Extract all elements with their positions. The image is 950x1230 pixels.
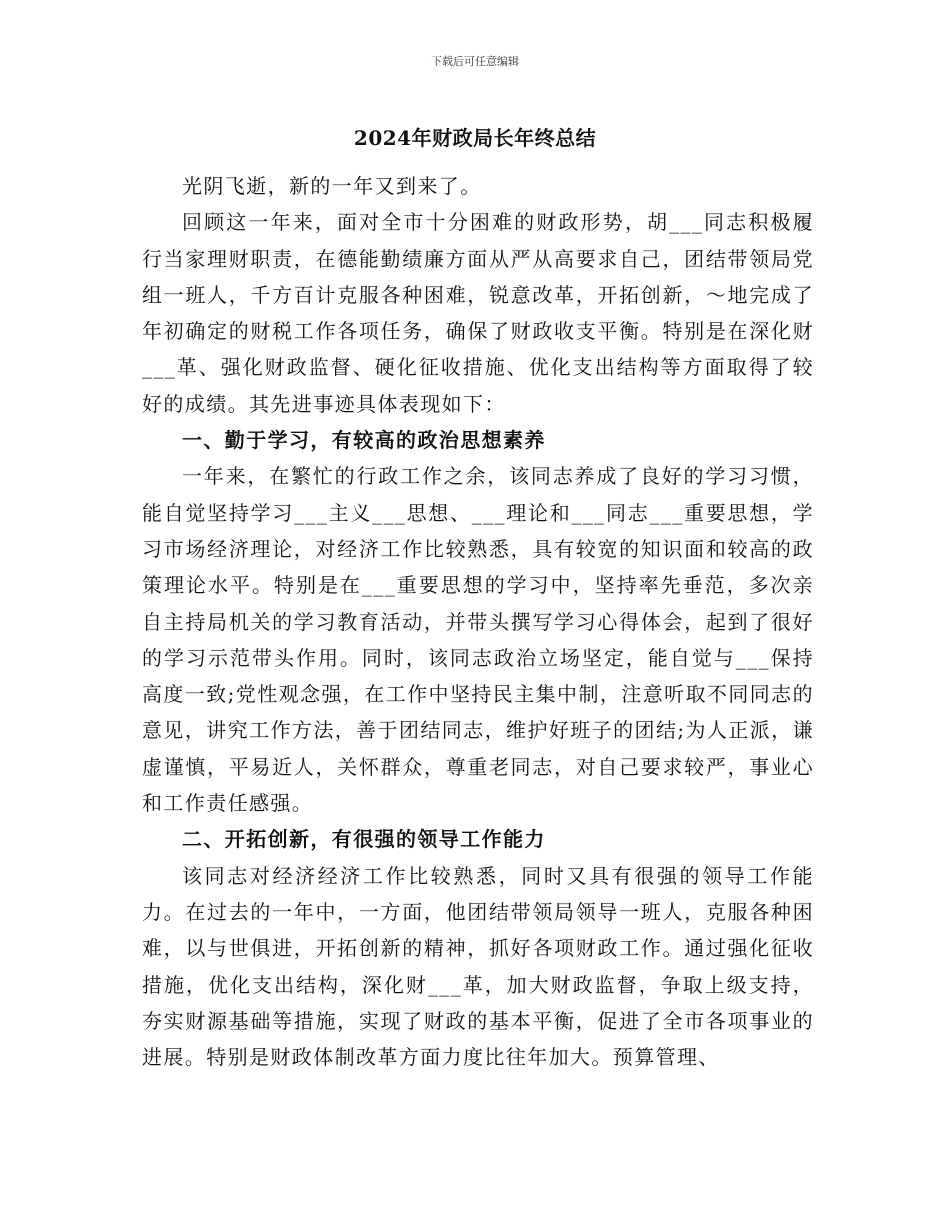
document-title: 2024年财政局长年终总结 xyxy=(353,126,597,150)
paragraph-intro: 光阴飞逝，新的一年又到来了。 xyxy=(182,174,482,198)
document-body xyxy=(142,168,814,1075)
page-header-note: 下载后可任意编辑 xyxy=(431,55,519,68)
section-heading-leadership: 二、开拓创新，有很强的领导工作能力 xyxy=(182,827,546,852)
paragraph-review: 回顾这一年来，面对全市十分困难的财政形势，胡___同志积极履行当家理财职责，在德能勤绩廉方面从严从高要求自己，团结带领局党组一班人，千方百计克服各种困难，锐意改革，开拓创新，～地完成了年初确定的财税工作各项任务，确保了财政收支平衡。特别是在深化财___革、强化财政监督、硬化征收措施、优化支出结构等方面取得了较好的成绩。其先进事迹具体表现如下： xyxy=(142,210,814,416)
paragraph-leadership: 该同志对经济经济工作比较熟悉，同时又具有很强的领导工作能力。在过去的一年中，一方面，他团结带领局领导一班人，克服各种困难，以与世俱进，开拓创新的精神，抓好各项财政工作。通过强化征收措施，优化支出结构，深化财___革，加大财政监督，争取上级支持，夯实财源基础等措施，实现了财政的基本平衡，促进了全市各项事业的进展。特别是财政体制改革方面力度比往年加大。预算管理、 xyxy=(142,863,814,1070)
section-heading-study: 一、勤于学习，有较高的政治思想素养 xyxy=(182,428,546,453)
paragraph-study: 一年来，在繁忙的行政工作之余，该同志养成了良好的学习习惯，能自觉坚持学习___主义___思想、___理论和___同志___重要思想，学习市场经济理论，对经济工作比较熟悉，具有较宽的知识面和较高的政策理论水平。特别是在___重要思想的学习中，坚持率先垂范，多次亲自主持局机关的学习教育活动，并带头撰写学习心得体会，起到了很好的学习示范带头作用。同时，该同志政治立场坚定，能自觉与___保持高度一致;党性观念强，在工作中坚持民主集中制，注意听取不同同志的意见，讲究工作方法，善于团结同志，维护好班子的团结;为人正派，谦虚谨慎，平易近人，关怀群众，尊重老同志，对自己要求较严，事业心和工作责任感强。 xyxy=(142,464,814,816)
